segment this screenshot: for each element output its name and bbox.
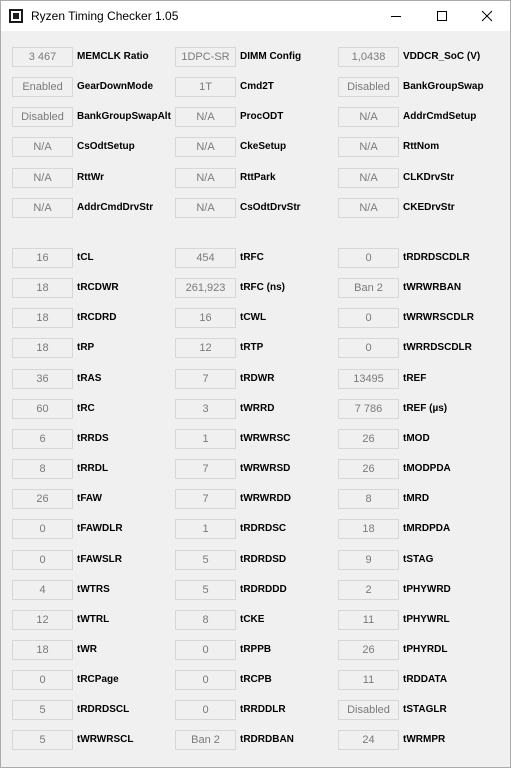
- timing-label: tSTAG: [403, 554, 434, 565]
- timing-value-box[interactable]: 18: [12, 338, 73, 358]
- timing-label: tFAW: [77, 493, 102, 504]
- timing-label: tMRDPDA: [403, 523, 451, 534]
- timing-label: tCL: [77, 252, 94, 263]
- timing-value-box[interactable]: 3: [175, 399, 236, 419]
- timing-value-box[interactable]: 26: [338, 640, 399, 660]
- timing-label: tWRWRDD: [240, 493, 291, 504]
- timing-label: tWR: [77, 644, 97, 655]
- timing-value-box[interactable]: 12: [12, 610, 73, 630]
- timing-value-box[interactable]: 60: [12, 399, 73, 419]
- timing-value-box[interactable]: N/A: [175, 137, 236, 157]
- timing-label: tMOD: [403, 433, 430, 444]
- timing-label: tRP: [77, 342, 95, 353]
- timing-value-box[interactable]: N/A: [175, 198, 236, 218]
- timing-label: tRAS: [77, 373, 102, 384]
- timing-value-box[interactable]: 1DPC-SR: [175, 47, 236, 67]
- timing-value-box[interactable]: N/A: [12, 137, 73, 157]
- timing-label: Cmd2T: [240, 81, 274, 92]
- timing-value-box[interactable]: 1T: [175, 77, 236, 97]
- timing-value-box[interactable]: N/A: [12, 168, 73, 188]
- timing-value-box[interactable]: N/A: [338, 107, 399, 127]
- timing-value-box[interactable]: 0: [175, 670, 236, 690]
- timing-label: CkeSetup: [240, 141, 287, 152]
- timing-value-box[interactable]: 6: [12, 429, 73, 449]
- timing-value-box[interactable]: 13495: [338, 369, 399, 389]
- timing-label: tRCPage: [77, 674, 119, 685]
- timing-label: CsOdtDrvStr: [240, 202, 301, 213]
- timing-value-box[interactable]: 0: [338, 308, 399, 328]
- timing-label: tRDRDBAN: [240, 734, 294, 745]
- timing-value-box[interactable]: 261,923: [175, 278, 236, 298]
- timing-value-box[interactable]: Ban 2: [338, 278, 399, 298]
- timing-value-box[interactable]: 4: [12, 580, 73, 600]
- timing-label: RttPark: [240, 172, 276, 183]
- timing-label: tRFC: [240, 252, 264, 263]
- timing-label: tWRWRSCDLR: [403, 312, 474, 323]
- timing-value-box[interactable]: 7 786: [338, 399, 399, 419]
- window-title: Ryzen Timing Checker 1.05: [31, 9, 179, 23]
- timing-label: tPHYWRD: [403, 584, 451, 595]
- timing-label: tRFC (ns): [240, 282, 285, 293]
- minimize-button[interactable]: [373, 1, 419, 31]
- close-icon: [481, 10, 493, 22]
- timing-label: tMODPDA: [403, 463, 451, 474]
- timing-value-box[interactable]: N/A: [338, 168, 399, 188]
- timing-label: tRDRDSD: [240, 554, 287, 565]
- timings-grid: [1, 31, 510, 767]
- timing-label: AddrCmdSetup: [403, 111, 477, 122]
- timing-label: tFAWSLR: [77, 554, 122, 565]
- timing-label: tRDRDDD: [240, 584, 287, 595]
- timing-value-box[interactable]: 2: [338, 580, 399, 600]
- timing-label: tREF (µs): [403, 403, 448, 414]
- timing-value-box[interactable]: 1: [175, 429, 236, 449]
- timing-label: tRDRDSCDLR: [403, 252, 470, 263]
- timing-value-box[interactable]: 18: [12, 308, 73, 328]
- timing-label: tWRRDSCDLR: [403, 342, 472, 353]
- timing-value-box[interactable]: Disabled: [338, 77, 399, 97]
- app-icon: [9, 9, 23, 23]
- timing-value-box[interactable]: 7: [175, 459, 236, 479]
- timing-label: tRRDS: [77, 433, 109, 444]
- timing-value-box[interactable]: 5: [12, 700, 73, 720]
- timing-value-box[interactable]: 12: [175, 338, 236, 358]
- timing-label: BankGroupSwapAlt: [77, 111, 171, 122]
- timing-value-box[interactable]: 16: [12, 248, 73, 268]
- timing-label: tRPPB: [240, 644, 272, 655]
- timing-value-box[interactable]: 0: [12, 670, 73, 690]
- timing-label: BankGroupSwap: [403, 81, 484, 92]
- timing-label: tREF: [403, 373, 427, 384]
- timing-value-box[interactable]: N/A: [175, 107, 236, 127]
- timing-value-box[interactable]: 26: [338, 459, 399, 479]
- timing-label: CsOdtSetup: [77, 141, 135, 152]
- timing-label: tWRWRBAN: [403, 282, 462, 293]
- timing-value-box[interactable]: 18: [12, 640, 73, 660]
- title-bar[interactable]: [1, 1, 510, 31]
- timing-value-box[interactable]: 0: [175, 640, 236, 660]
- timing-label: tRCDWR: [77, 282, 119, 293]
- close-button[interactable]: [464, 1, 510, 31]
- timing-value-box[interactable]: 26: [12, 489, 73, 509]
- timing-label: tSTAGLR: [403, 704, 447, 715]
- timing-value-box[interactable]: Disabled: [12, 107, 73, 127]
- timing-value-box[interactable]: 5: [175, 580, 236, 600]
- timing-label: tRCPB: [240, 674, 272, 685]
- timing-value-box[interactable]: 5: [175, 550, 236, 570]
- timing-label: tWRWRSD: [240, 463, 291, 474]
- timing-label: tWRRD: [240, 403, 275, 414]
- timing-value-box[interactable]: 16: [175, 308, 236, 328]
- timing-label: tCKE: [240, 614, 265, 625]
- timing-value-box[interactable]: 0: [12, 519, 73, 539]
- timing-label: tRDWR: [240, 373, 275, 384]
- timing-value-box[interactable]: 8: [175, 610, 236, 630]
- timing-value-box[interactable]: 0: [175, 700, 236, 720]
- timing-label: ProcODT: [240, 111, 284, 122]
- timing-value-box[interactable]: 1,0438: [338, 47, 399, 67]
- timing-label: tWRMPR: [403, 734, 446, 745]
- timing-value-box[interactable]: 8: [338, 489, 399, 509]
- timing-label: tRDRDSCL: [77, 704, 130, 715]
- timing-value-box[interactable]: Ban 2: [175, 730, 236, 750]
- timing-value-box[interactable]: 3 467: [12, 47, 73, 67]
- timing-label: tRDDATA: [403, 674, 448, 685]
- timing-value-box[interactable]: 8: [12, 459, 73, 479]
- timing-value-box[interactable]: 7: [175, 489, 236, 509]
- timing-value-box[interactable]: Disabled: [338, 700, 399, 720]
- timing-value-box[interactable]: 18: [338, 519, 399, 539]
- timing-value-box[interactable]: 9: [338, 550, 399, 570]
- timing-label: tPHYWRL: [403, 614, 450, 625]
- timing-label: RttWr: [77, 172, 105, 183]
- timing-value-box[interactable]: 454: [175, 248, 236, 268]
- timing-value-box[interactable]: 7: [175, 369, 236, 389]
- timing-label: CLKDrvStr: [403, 172, 455, 183]
- timing-label: CKEDrvStr: [403, 202, 455, 213]
- timing-label: VDDCR_SoC (V): [403, 51, 481, 62]
- timing-value-box[interactable]: 1: [175, 519, 236, 539]
- timing-value-box[interactable]: N/A: [338, 198, 399, 218]
- timing-value-box[interactable]: 18: [12, 278, 73, 298]
- timing-value-box[interactable]: Enabled: [12, 77, 73, 97]
- timing-value-box[interactable]: N/A: [12, 198, 73, 218]
- timing-label: RttNom: [403, 141, 440, 152]
- timing-label: tFAWDLR: [77, 523, 123, 534]
- timing-label: tRC: [77, 403, 95, 414]
- timing-label: AddrCmdDrvStr: [77, 202, 154, 213]
- timing-value-box[interactable]: 26: [338, 429, 399, 449]
- timing-label: tCWL: [240, 312, 267, 323]
- timing-label: tRDRDSC: [240, 523, 287, 534]
- timing-label: MEMCLK Ratio: [77, 51, 149, 62]
- timing-label: tRCDRD: [77, 312, 117, 323]
- timing-value-box[interactable]: 5: [12, 730, 73, 750]
- timing-label: GearDownMode: [77, 81, 154, 92]
- timing-value-box[interactable]: 0: [12, 550, 73, 570]
- timing-label: tRTP: [240, 342, 264, 353]
- timing-label: tWTRL: [77, 614, 110, 625]
- maximize-icon: [436, 10, 448, 22]
- timing-value-box[interactable]: 11: [338, 670, 399, 690]
- timing-label: tWRWRSC: [240, 433, 291, 444]
- timing-value-box[interactable]: 0: [338, 248, 399, 268]
- timing-value-box[interactable]: 0: [338, 338, 399, 358]
- timing-label: tWRWRSCL: [77, 734, 134, 745]
- timing-value-box[interactable]: 24: [338, 730, 399, 750]
- timing-label: tWTRS: [77, 584, 110, 595]
- minimize-icon: [390, 10, 402, 22]
- maximize-button[interactable]: [419, 1, 465, 31]
- timing-label: tMRD: [403, 493, 430, 504]
- timing-value-box[interactable]: N/A: [338, 137, 399, 157]
- timing-label: tRRDL: [77, 463, 109, 474]
- timing-value-box[interactable]: 11: [338, 610, 399, 630]
- timing-label: DIMM Config: [240, 51, 302, 62]
- timing-value-box[interactable]: N/A: [175, 168, 236, 188]
- timing-label: tPHYRDL: [403, 644, 448, 655]
- timing-value-box[interactable]: 36: [12, 369, 73, 389]
- timing-label: tRRDDLR: [240, 704, 286, 715]
